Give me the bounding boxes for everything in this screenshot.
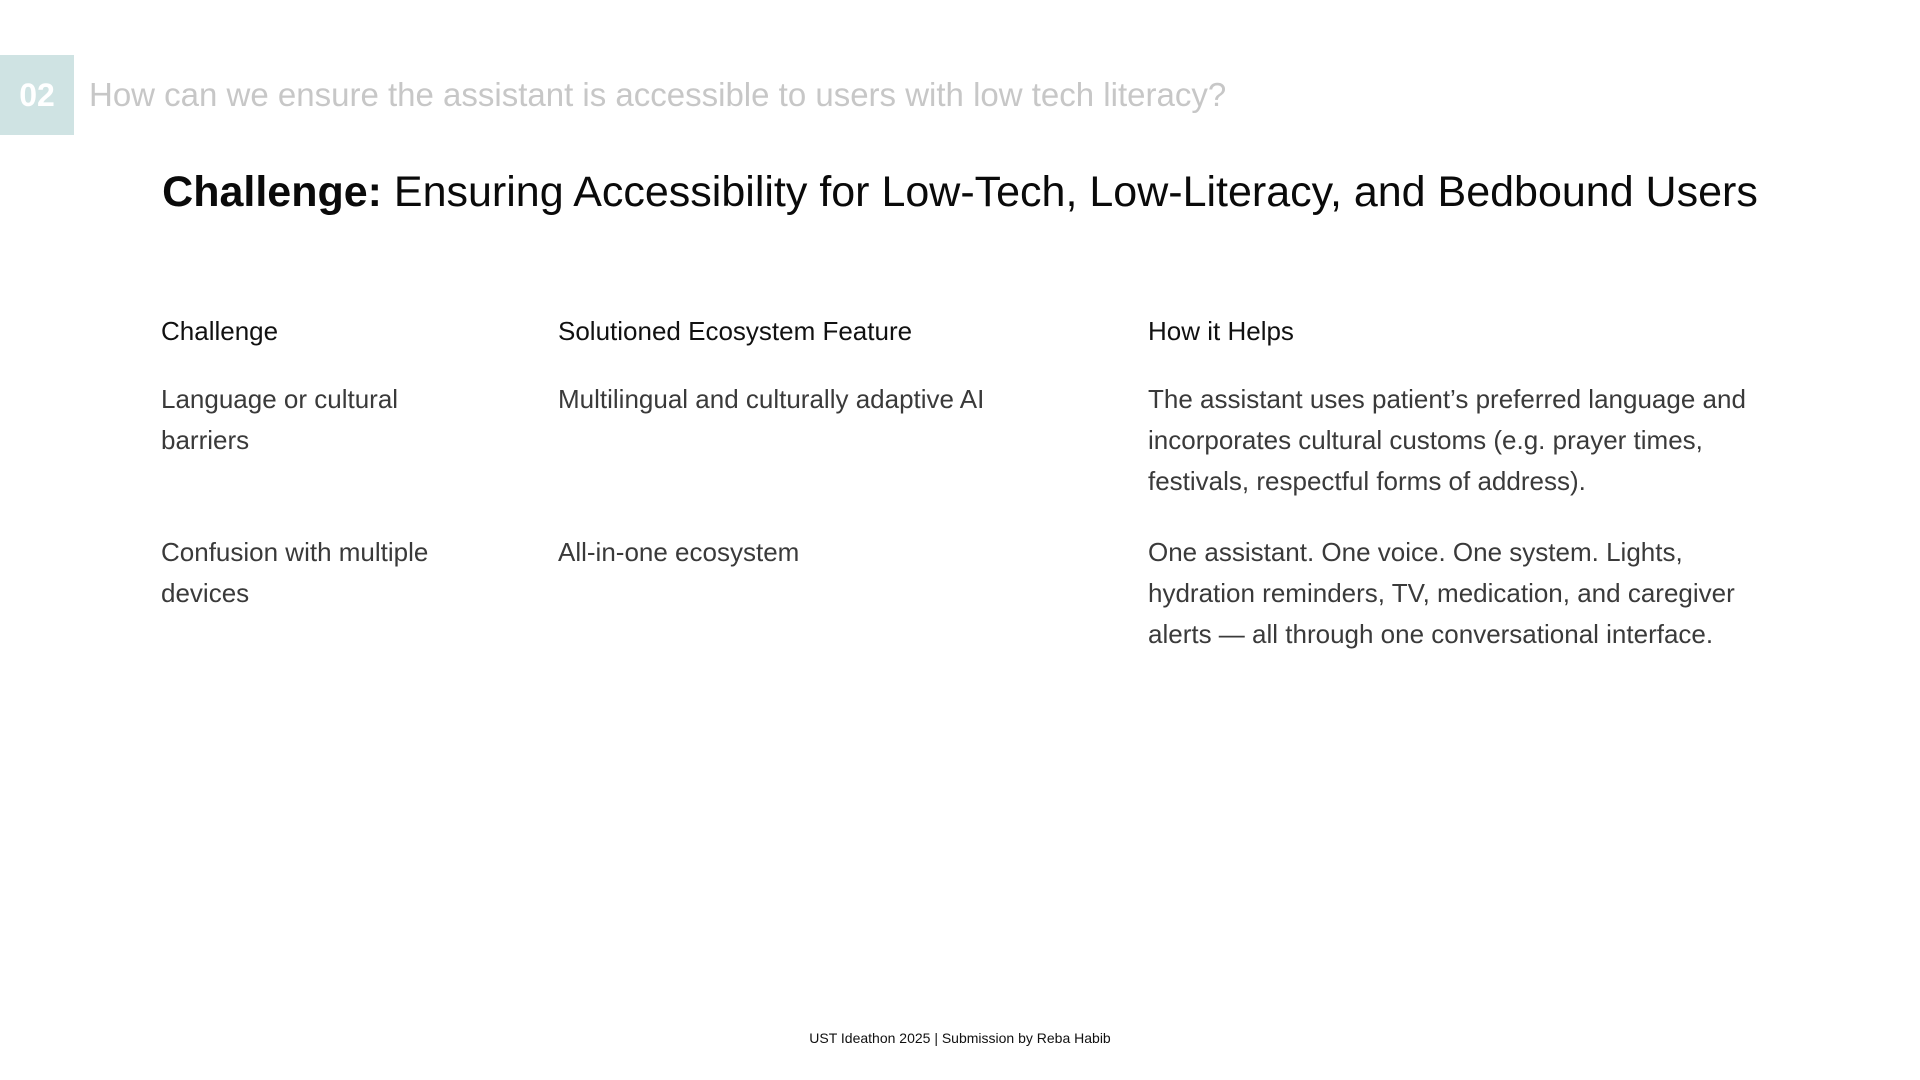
cell-challenge: Language or cultural barriers — [161, 384, 399, 455]
header-how-it-helps: How it Helps — [1148, 316, 1294, 346]
slide-number-badge: 02 — [0, 55, 74, 135]
slide-title — [0, 168, 1920, 217]
cell-how-it-helps: One assistant. One voice. One system. Lights, hydration reminders, TV, medication, and caregiver alerts — all through one conversational interface. — [1148, 537, 1735, 649]
header-feature: Solutioned Ecosystem Feature — [558, 316, 913, 346]
slide-title-lead: Challenge: — [162, 168, 382, 216]
slide-title-rest: Ensuring Accessibility for Low-Tech, Low-Literacy, and Bedbound Users — [381, 168, 1758, 216]
slide-question: How can we ensure the assistant is accessible to users with low tech literacy? — [89, 76, 1227, 113]
challenge-table — [161, 313, 1781, 655]
cell-feature: Multilingual and culturally adaptive AI — [558, 384, 985, 414]
cell-feature: All-in-one ecosystem — [558, 537, 800, 567]
table-row — [161, 532, 1781, 655]
table-header-row — [161, 313, 1781, 349]
table-row — [161, 379, 1781, 502]
cell-challenge: Confusion with multiple devices — [161, 537, 429, 608]
header-challenge: Challenge — [161, 316, 279, 346]
cell-how-it-helps: The assistant uses patient’s preferred language and incorporates cultural customs (e.g. prayer times, festivals, respectful forms of address). — [1148, 384, 1746, 496]
footer-credit: UST Ideathon 2025 | Submission by Reba Habib — [809, 1030, 1111, 1046]
